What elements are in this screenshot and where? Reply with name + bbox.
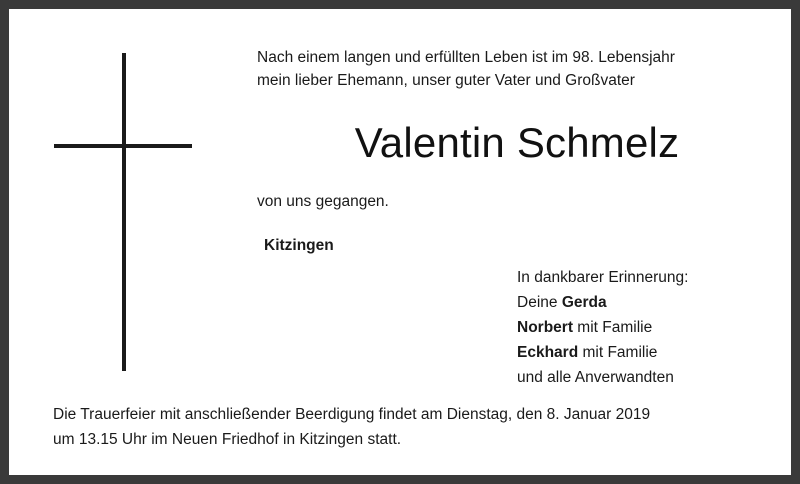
lead-paragraph: [257, 46, 777, 92]
lead-line-1: Nach einem langen und erfüllten Leben ist im 98. Lebensjahr: [257, 49, 675, 66]
cross-horizontal-bar: [54, 144, 192, 148]
memoriam-prefix: Deine: [517, 294, 562, 311]
obituary-inner: [9, 9, 791, 475]
memoriam-name: Eckhard: [517, 344, 579, 361]
deceased-name: Valentin Schmelz: [354, 119, 680, 166]
memoriam-heading: In dankbarer Erinnerung:: [517, 269, 689, 286]
cross-vertical-bar: [122, 53, 126, 371]
lead-line-2: mein lieber Ehemann, unser guter Vater und Großvater: [257, 72, 635, 89]
memoriam-name: Norbert: [517, 319, 573, 336]
memoriam-suffix: mit Familie: [572, 319, 653, 336]
memoriam-line: [517, 365, 688, 390]
funeral-details: [53, 402, 773, 452]
memoriam-prefix: und alle Anverwandten: [517, 369, 674, 386]
memoriam-name: Gerda: [561, 294, 607, 311]
memoriam-line: [517, 290, 688, 315]
memoriam-line: [517, 315, 688, 340]
place-label: Kitzingen: [264, 237, 334, 254]
funeral-line-1: Die Trauerfeier mit anschließender Beerdigung findet am Dienstag, den 8. Januar 2019: [53, 406, 651, 423]
passed-text: von uns gegangen.: [257, 193, 389, 210]
christian-cross-icon: [54, 39, 244, 369]
memoriam-suffix: mit Familie: [578, 344, 658, 361]
funeral-line-2: um 13.15 Uhr im Neuen Friedhof in Kitzingen statt.: [53, 431, 402, 448]
memoriam-block: [517, 265, 688, 390]
memoriam-line: [517, 340, 688, 365]
